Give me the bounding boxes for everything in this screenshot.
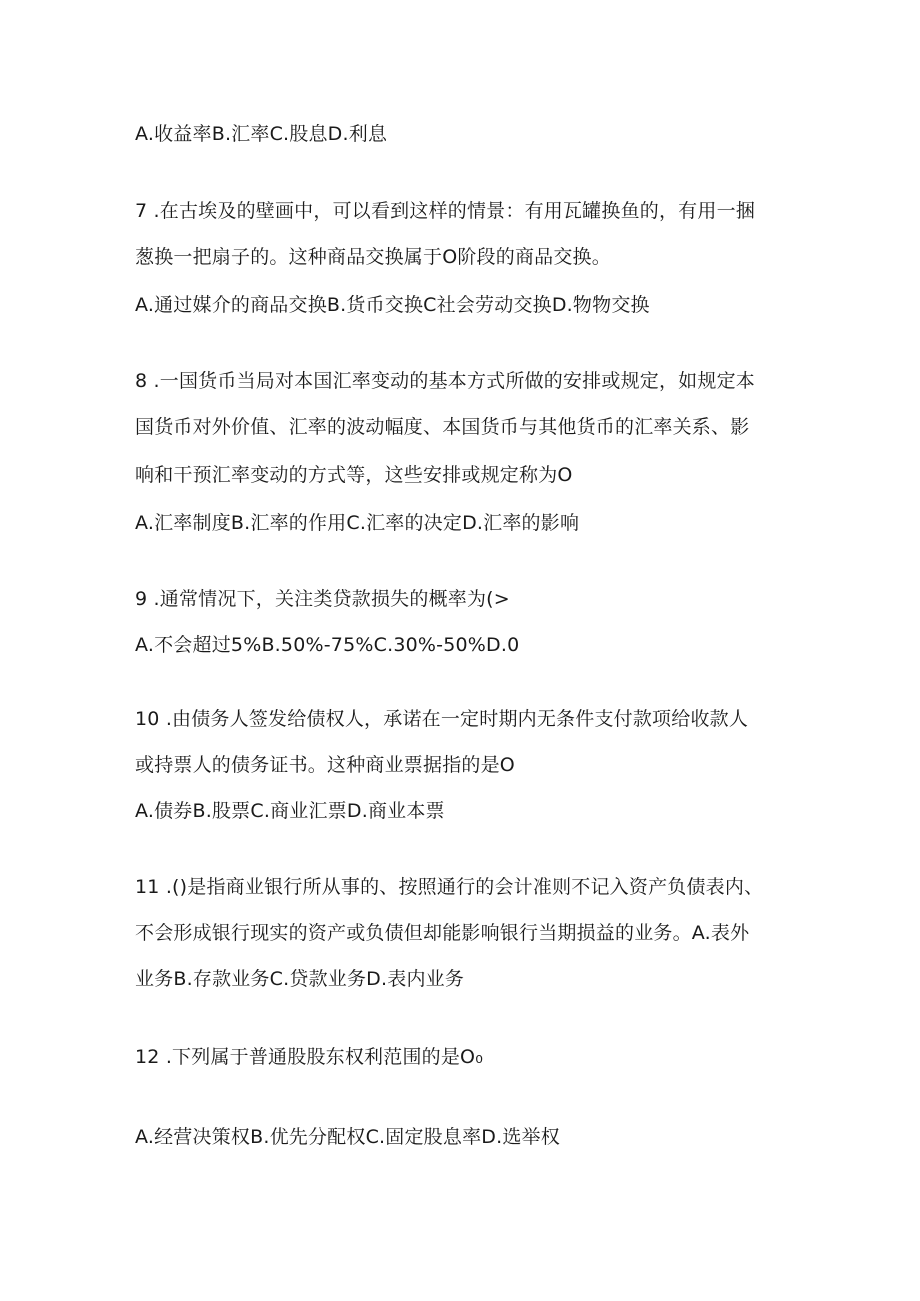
- q11-text-line-3: 业务B.存款业务C.贷款业务D.表内业务: [135, 968, 465, 990]
- q10-options: A.债券B.股票C.商业汇票D.商业本票: [135, 800, 445, 822]
- q10-text-line-1: 10 .由债务人签发给债权人，承诺在一定时期内无条件支付款项给收款人: [135, 708, 749, 730]
- q9-options: A.不会超过5%B.50%-75%C.30%-50%D.0: [135, 634, 520, 656]
- q7-text-line-2: 葱换一把扇子的。这种商品交换属于O阶段的商品交换。: [135, 246, 611, 268]
- q9-text: 9 .通常情况下，关注类贷款损失的概率为(>: [135, 588, 510, 610]
- q6-options: A.收益率B.汇率C.股息D.利息: [135, 123, 388, 145]
- q12-text: 12 .下列属于普通股股东权利范围的是O₀: [135, 1046, 484, 1068]
- q7-options: A.通过媒介的商品交换B.货币交换C社会劳动交换D.物物交换: [135, 294, 650, 316]
- q11-text-line-1: 11 .()是指商业银行所从事的、按照通行的会计准则不记入资产负债表内、: [135, 876, 764, 898]
- q7-text-line-1: 7 .在古埃及的壁画中，可以看到这样的情景：有用瓦罐换鱼的，有用一捆: [135, 200, 755, 222]
- q8-text-line-1: 8 .一国货币当局对本国汇率变动的基本方式所做的安排或规定，如规定本: [135, 370, 755, 392]
- q8-options: A.汇率制度B.汇率的作用C.汇率的决定D.汇率的影响: [135, 512, 580, 534]
- q8-text-line-2: 国货币对外价值、汇率的波动幅度、本国货币与其他货币的汇率关系、影: [135, 416, 750, 438]
- q8-text-line-3: 响和干预汇率变动的方式等，这些安排或规定称为O: [135, 464, 573, 486]
- q11-text-line-2: 不会形成银行现实的资产或负债但却能影响银行当期损益的业务。A.表外: [135, 922, 750, 944]
- q10-text-line-2: 或持票人的债务证书。这种商业票据指的是O: [135, 754, 515, 776]
- q12-options: A.经营决策权B.优先分配权C.固定股息率D.选举权: [135, 1126, 560, 1148]
